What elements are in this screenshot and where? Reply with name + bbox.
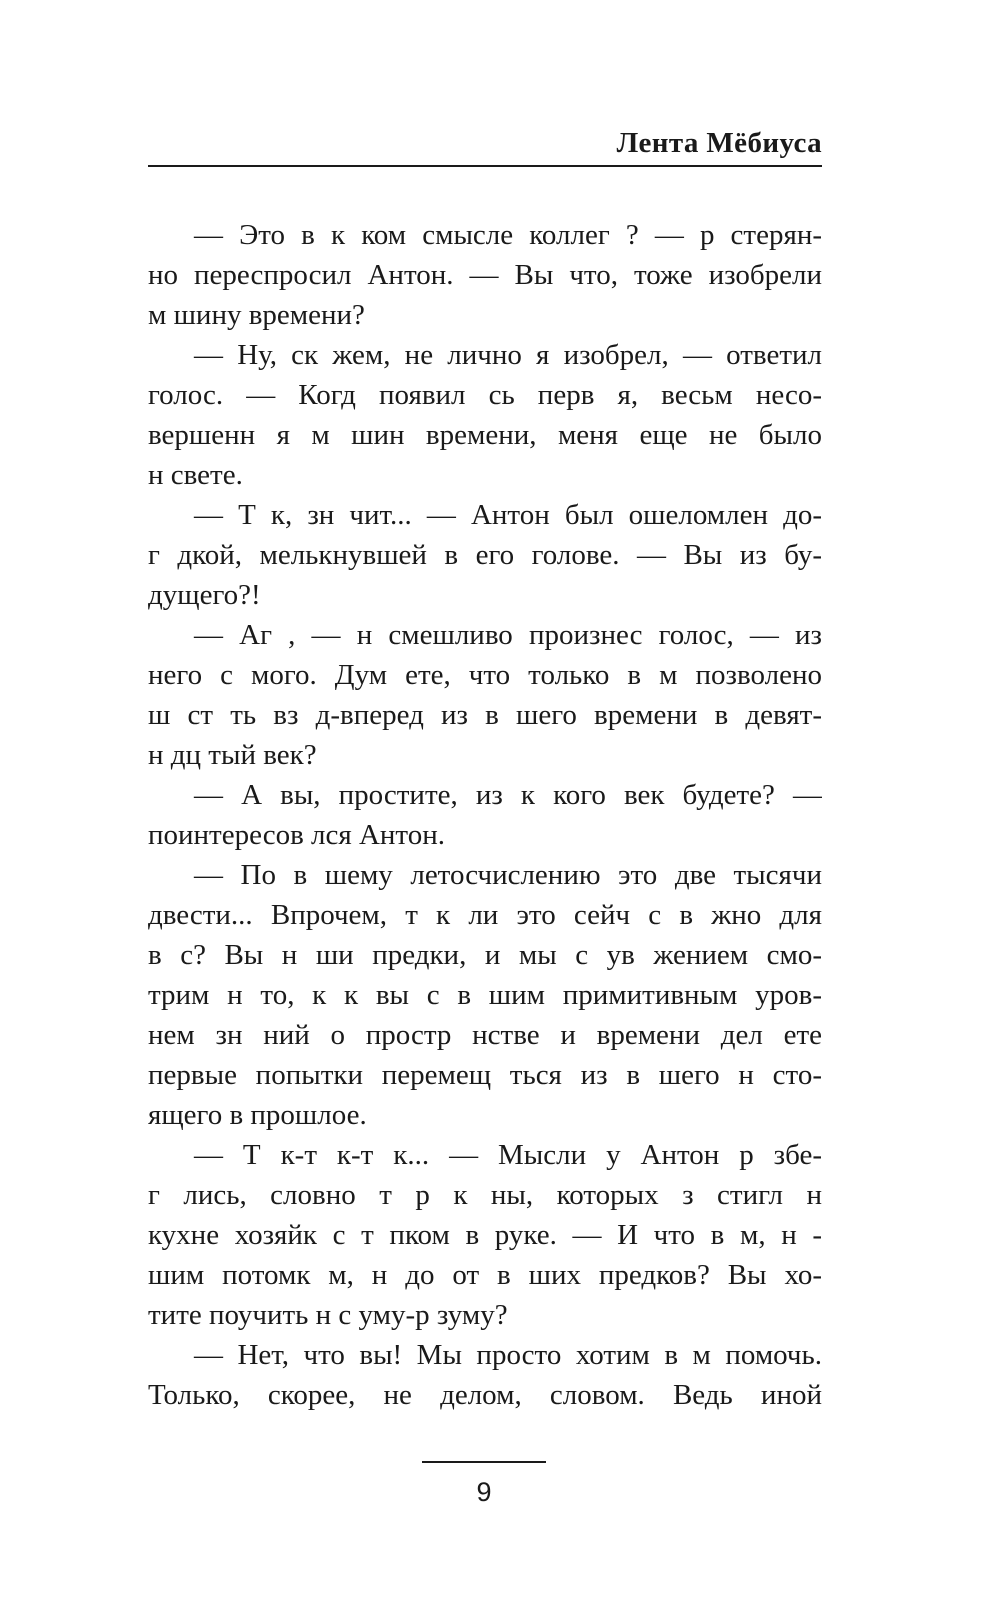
text-line: н свете. [148, 459, 243, 491]
text-line: первые попытки перемещ ться из в шего н сто- [148, 1059, 822, 1091]
text-line: — Нет, что вы! Мы просто хотим в м помочь. [194, 1339, 822, 1371]
text-line: кухне хозяйк с т пком в руке. — И что в м, н - [148, 1219, 822, 1251]
text-line: голос. — Когд появил сь перв я, весьм несо- [148, 379, 822, 411]
text-line: — Аг , — н смешливо произнес голос, — из [194, 619, 822, 651]
text-line: г дкой, мелькнувшей в его голове. — Вы из бу- [148, 539, 822, 571]
text-line: — Т к, зн чит... — Антон был ошеломлен до- [194, 499, 822, 531]
text-line: вершенн я м шин времени, меня еще не было [148, 419, 822, 451]
text-line: — А вы, простите, из к кого век будете? — [194, 779, 822, 811]
text-line: — По в шему летосчислению это две тысячи [194, 859, 822, 891]
text-line: дущего?! [148, 579, 261, 611]
text-line: трим н то, к к вы с в шим примитивным уров- [148, 979, 822, 1011]
text-line: тите поучить н с уму-р зуму? [148, 1299, 508, 1331]
text-line: Только, скорее, не делом, словом. Ведь иной [148, 1379, 822, 1411]
page-number: 9 [476, 1477, 492, 1507]
text-line: нем зн ний о простр нстве и времени дел ете [148, 1019, 822, 1051]
text-line: н дц тый век? [148, 739, 317, 771]
text-line: г лись, словно т р к ны, которых з стигл н [148, 1179, 822, 1211]
text-line: — Это в к ком смысле коллег ? — р стерян- [194, 219, 822, 251]
text-line: в с? Вы н ши предки, и мы с ув жением смо- [148, 939, 822, 971]
text-line: поинтересов лся Антон. [148, 819, 445, 851]
footer-rule [422, 1461, 546, 1463]
text-line: двести... Впрочем, т к ли это сейч с в жно для [148, 899, 822, 931]
text-line: — Т к-т к-т к... — Мысли у Антон р збе- [194, 1139, 822, 1171]
running-title: Лента Мёбиуса [616, 127, 822, 159]
text-line: — Ну, ск жем, не лично я изобрел, — ответил [194, 339, 822, 371]
body-text [148, 215, 822, 1415]
text-line: ш ст ть вз д-вперед из в шего времени в девят- [148, 699, 822, 731]
text-line: м шину времени? [148, 299, 365, 331]
text-line: ящего в прошлое. [148, 1099, 367, 1131]
text-line: него с мого. Дум ете, что только в м позволено [148, 659, 822, 691]
text-line: шим потомк м, н до от в ших предков? Вы хо- [148, 1259, 822, 1291]
header-rule [148, 165, 822, 167]
text-line: но переспросил Антон. — Вы что, тоже изобрели [148, 259, 822, 291]
